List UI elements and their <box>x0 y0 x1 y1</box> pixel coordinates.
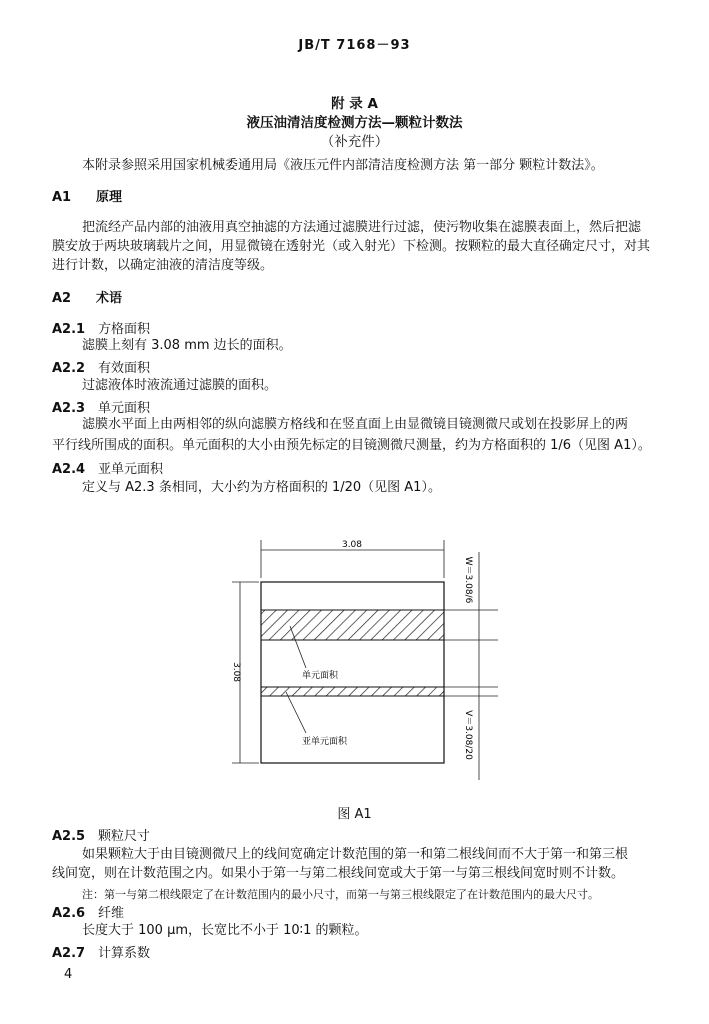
a2-5-line-2: 线间宽，则在计数范围之内。如果小于第一与第二根线间宽或大于第一与第三根线间宽时则不计数。 <box>52 866 625 881</box>
a2-3-line-1: 滤膜水平面上由两相邻的纵向滤膜方格线和在竖直面上由显微镜目镜测微尺或划在投影屏上的两 <box>82 417 629 432</box>
item-title: 纤维 <box>98 906 125 921</box>
a2-4-heading <box>52 458 163 477</box>
a2-2-text: 过滤液体时液流通过滤膜的面积。 <box>82 378 278 393</box>
unit-area-label: 单元面积 <box>302 671 339 681</box>
a1-line-1: 把流经产品内部的油液用真空抽滤的方法通过滤膜进行过滤，使污物收集在滤膜表面上，然后把滤 <box>82 220 642 235</box>
subunit-area-label: 亚单元面积 <box>302 737 348 747</box>
a2-6-text: 长度大于 100 μm，长宽比不小于 10∶1 的颗粒。 <box>82 923 368 938</box>
unit-area-band <box>261 610 444 640</box>
item-title: 计算系数 <box>98 946 151 961</box>
section-title: 术语 <box>96 291 123 306</box>
a2-2-heading <box>52 357 150 376</box>
a1-line-2: 膜安放于两块玻璃载片之间，用显微镜在透射光（或入射光）下检测。按颗粒的最大直径确定尺寸，对其 <box>52 239 651 254</box>
intro-paragraph: 本附录参照采用国家机械委通用局《液压元件内部清洁度检测方法 第一部分 颗粒计数法》。 <box>82 158 604 173</box>
item-title: 单元面积 <box>98 401 151 416</box>
appendix-label: 附 录 A <box>331 96 378 112</box>
figure-caption: 图 A1 <box>337 807 372 822</box>
appendix-title: 液压油清洁度检测方法—颗粒计数法 <box>246 115 463 131</box>
page-number: 4 <box>64 967 73 982</box>
grid-square <box>261 582 444 763</box>
section-a1-heading <box>52 186 122 205</box>
a2-6-heading <box>52 902 124 921</box>
leader-line <box>286 692 306 733</box>
document-header: JB/T 7168－93 <box>298 38 411 53</box>
a2-7-heading <box>52 942 150 961</box>
a2-4-text: 定义与 A2.3 条相同，大小约为方格面积的 1/20（见图 A1）。 <box>82 480 441 495</box>
section-a2-heading <box>52 287 122 306</box>
section-number: A2 <box>52 291 72 306</box>
dim-right-bottom-label: V＝3.08/20 <box>463 710 473 760</box>
item-number: A2.3 <box>52 401 86 416</box>
dim-right-top-label: W＝3.08/6 <box>463 556 473 604</box>
item-title: 方格面积 <box>98 322 151 337</box>
item-number: A2.5 <box>52 829 86 844</box>
a1-line-3: 进行计数，以确定油液的清洁度等级。 <box>52 258 274 273</box>
section-title: 原理 <box>96 190 123 205</box>
a2-5-note: 注：第一与第二根线限定了在计数范围内的最小尺寸，而第一与第三根线限定了在计数范围内的最大尺寸。 <box>82 888 599 901</box>
subunit-area-band <box>261 687 444 696</box>
item-title: 亚单元面积 <box>98 462 164 477</box>
item-number: A2.6 <box>52 906 86 921</box>
dim-top-label: 3.08 <box>341 540 363 550</box>
section-number: A1 <box>52 190 72 205</box>
appendix-type: （补充件） <box>320 134 389 150</box>
item-title: 有效面积 <box>98 361 151 376</box>
a2-5-line-1: 如果颗粒大于由目镜测微尺上的线间宽确定计数范围的第一和第二根线间而不大于第一和第三根 <box>82 847 629 862</box>
item-number: A2.4 <box>52 462 86 477</box>
dim-left-label: 3.08 <box>231 661 241 683</box>
item-number: A2.1 <box>52 322 86 337</box>
a2-3-line-2: 平行线所围成的面积。单元面积的大小由预先标定的目镜测微尺测量，约为方格面积的 1/6（见图 A1）。 <box>52 438 651 453</box>
figure-a1 <box>220 530 510 795</box>
a2-1-heading <box>52 318 150 337</box>
item-number: A2.2 <box>52 361 86 376</box>
a2-1-text: 滤膜上刻有 3.08 mm 边长的面积。 <box>82 338 292 353</box>
a2-5-heading <box>52 825 150 844</box>
item-title: 颗粒尺寸 <box>98 829 151 844</box>
item-number: A2.7 <box>52 946 86 961</box>
a2-3-heading <box>52 397 150 416</box>
